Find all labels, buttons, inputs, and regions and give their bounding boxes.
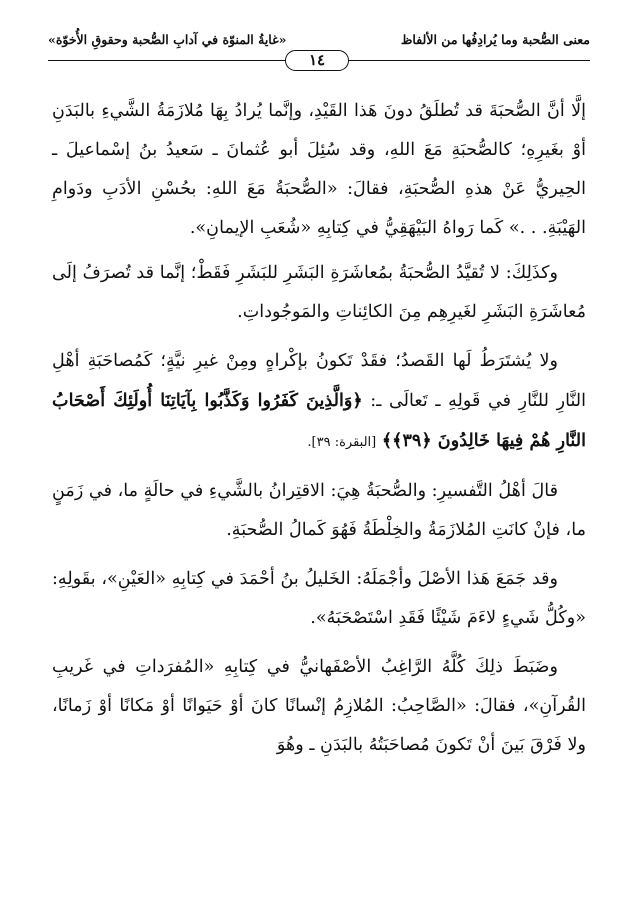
paragraph-3-text: ولا يُشتَرَطُ لَها القَصدُ؛ فقَدْ تَكونُ بإكْراهٍ ومِنْ غيرِ نيَّةٍ؛ كَمُصاحَبَةِ أهْلِ النَّارِ للنَّارِ في قَولِهِ ـ تَعالَى ـ:: [52, 351, 586, 411]
page-number: ١٤: [285, 50, 349, 71]
paragraph-1: إلَّا أنَّ الصُّحبَةَ قد تُطلَقُ دونَ هَذا القَيْدِ، وإنَّما يُرادُ بِهَا مُلازَمَةُ الشَّيءِ بالبَدَنِ أوْ بغَيرِهِ؛ كالصُّحبَةِ مَعَ اللهِ، وقد سُئِلَ أبو عُثمانَ ـ سَعيدُ بنُ إسْماعيلَ ـ الحِيريُّ عَنْ هذهِ الصُّحبَةِ، فقالَ: «الصُّحبَةُ مَعَ اللهِ: بحُسْنِ الأدَبِ ودَوامِ الهَيْبَةِ. . .» كَما رَواهُ البَيْهَقِيُّ في كِتابِهِ «شُعَبِ الإيمانِ».: [52, 101, 586, 238]
paragraph-5: وقد جَمَعَ هَذا الأصْلَ وأجْمَلَهُ: الخَليلُ بنُ أحْمَدَ في كِتابِهِ «العَيْنِ»، بقَولِهِ: «وكُلُّ شَيءٍ لاءَمَ شَيْئًا فَقَدِ اسْتَصْحَبَهُ».: [52, 569, 586, 628]
verse-reference: [البقرة: ٣٩].: [307, 435, 377, 450]
paragraph-3: [52, 342, 586, 462]
body-text: [52, 92, 586, 775]
paragraph-2: وكذَلِكَ: لا تُقيَّدُ الصُّحبَةُ بمُعاشَرَةِ البَشَرِ للبَشَرِ فَقَطْ؛ إنَّما قد تُصرَفُ إلَى مُعاشَرَةِ البَشَرِ لغَيرِهِم مِنَ الكائِناتِ والمَوجُوداتِ.: [52, 263, 586, 322]
header-chapter-title: معنى الصُّحبة وما يُرادِفُها من الألفاظ: [400, 32, 590, 47]
paragraph-4: قالَ أهْلُ التَّفسيرِ: والصُّحبَةُ هِيَ: الاقتِرانُ بالشَّيءِ في حالَةٍ ما، في زَمَنٍ ما، فإنْ كانَتِ المُلازَمَةُ والخِلْطَةُ فَهُوَ كَمالُ الصُّحبَةِ.: [52, 481, 586, 540]
paragraph-6: وضَبَطَ ذلِكَ كُلَّهُ الرَّاغِبُ الأصْفَهانيُّ في كِتابِهِ «المُفرَداتِ في غَريبِ القُرآنِ»، فقالَ: «الصَّاحِبُ: المُلازِمُ إنْسانًا كانَ أوْ حَيَوانًا أوْ مَكانًا أوْ زَمانًا، ولا فَرْقَ بَينَ أنْ تَكونَ مُصاحَبَتُهُ بالبَدَنِ ـ وهُوَ: [52, 657, 586, 755]
running-header: [48, 34, 590, 47]
header-book-title: «غايةُ المنوّة في آدابِ الصُّحبة وحقوقِ الأُخوّة»: [48, 32, 287, 47]
quran-verse: ﴿وَالَّذِينَ كَفَرُوا وَكَذَّبُوا بِآيَاتِنَا أُولَئِكَ أَصْحَابُ النَّارِ هُمْ فِيهَا خَالِدُونَ ﴿٣٩﴾﴾: [52, 390, 586, 451]
